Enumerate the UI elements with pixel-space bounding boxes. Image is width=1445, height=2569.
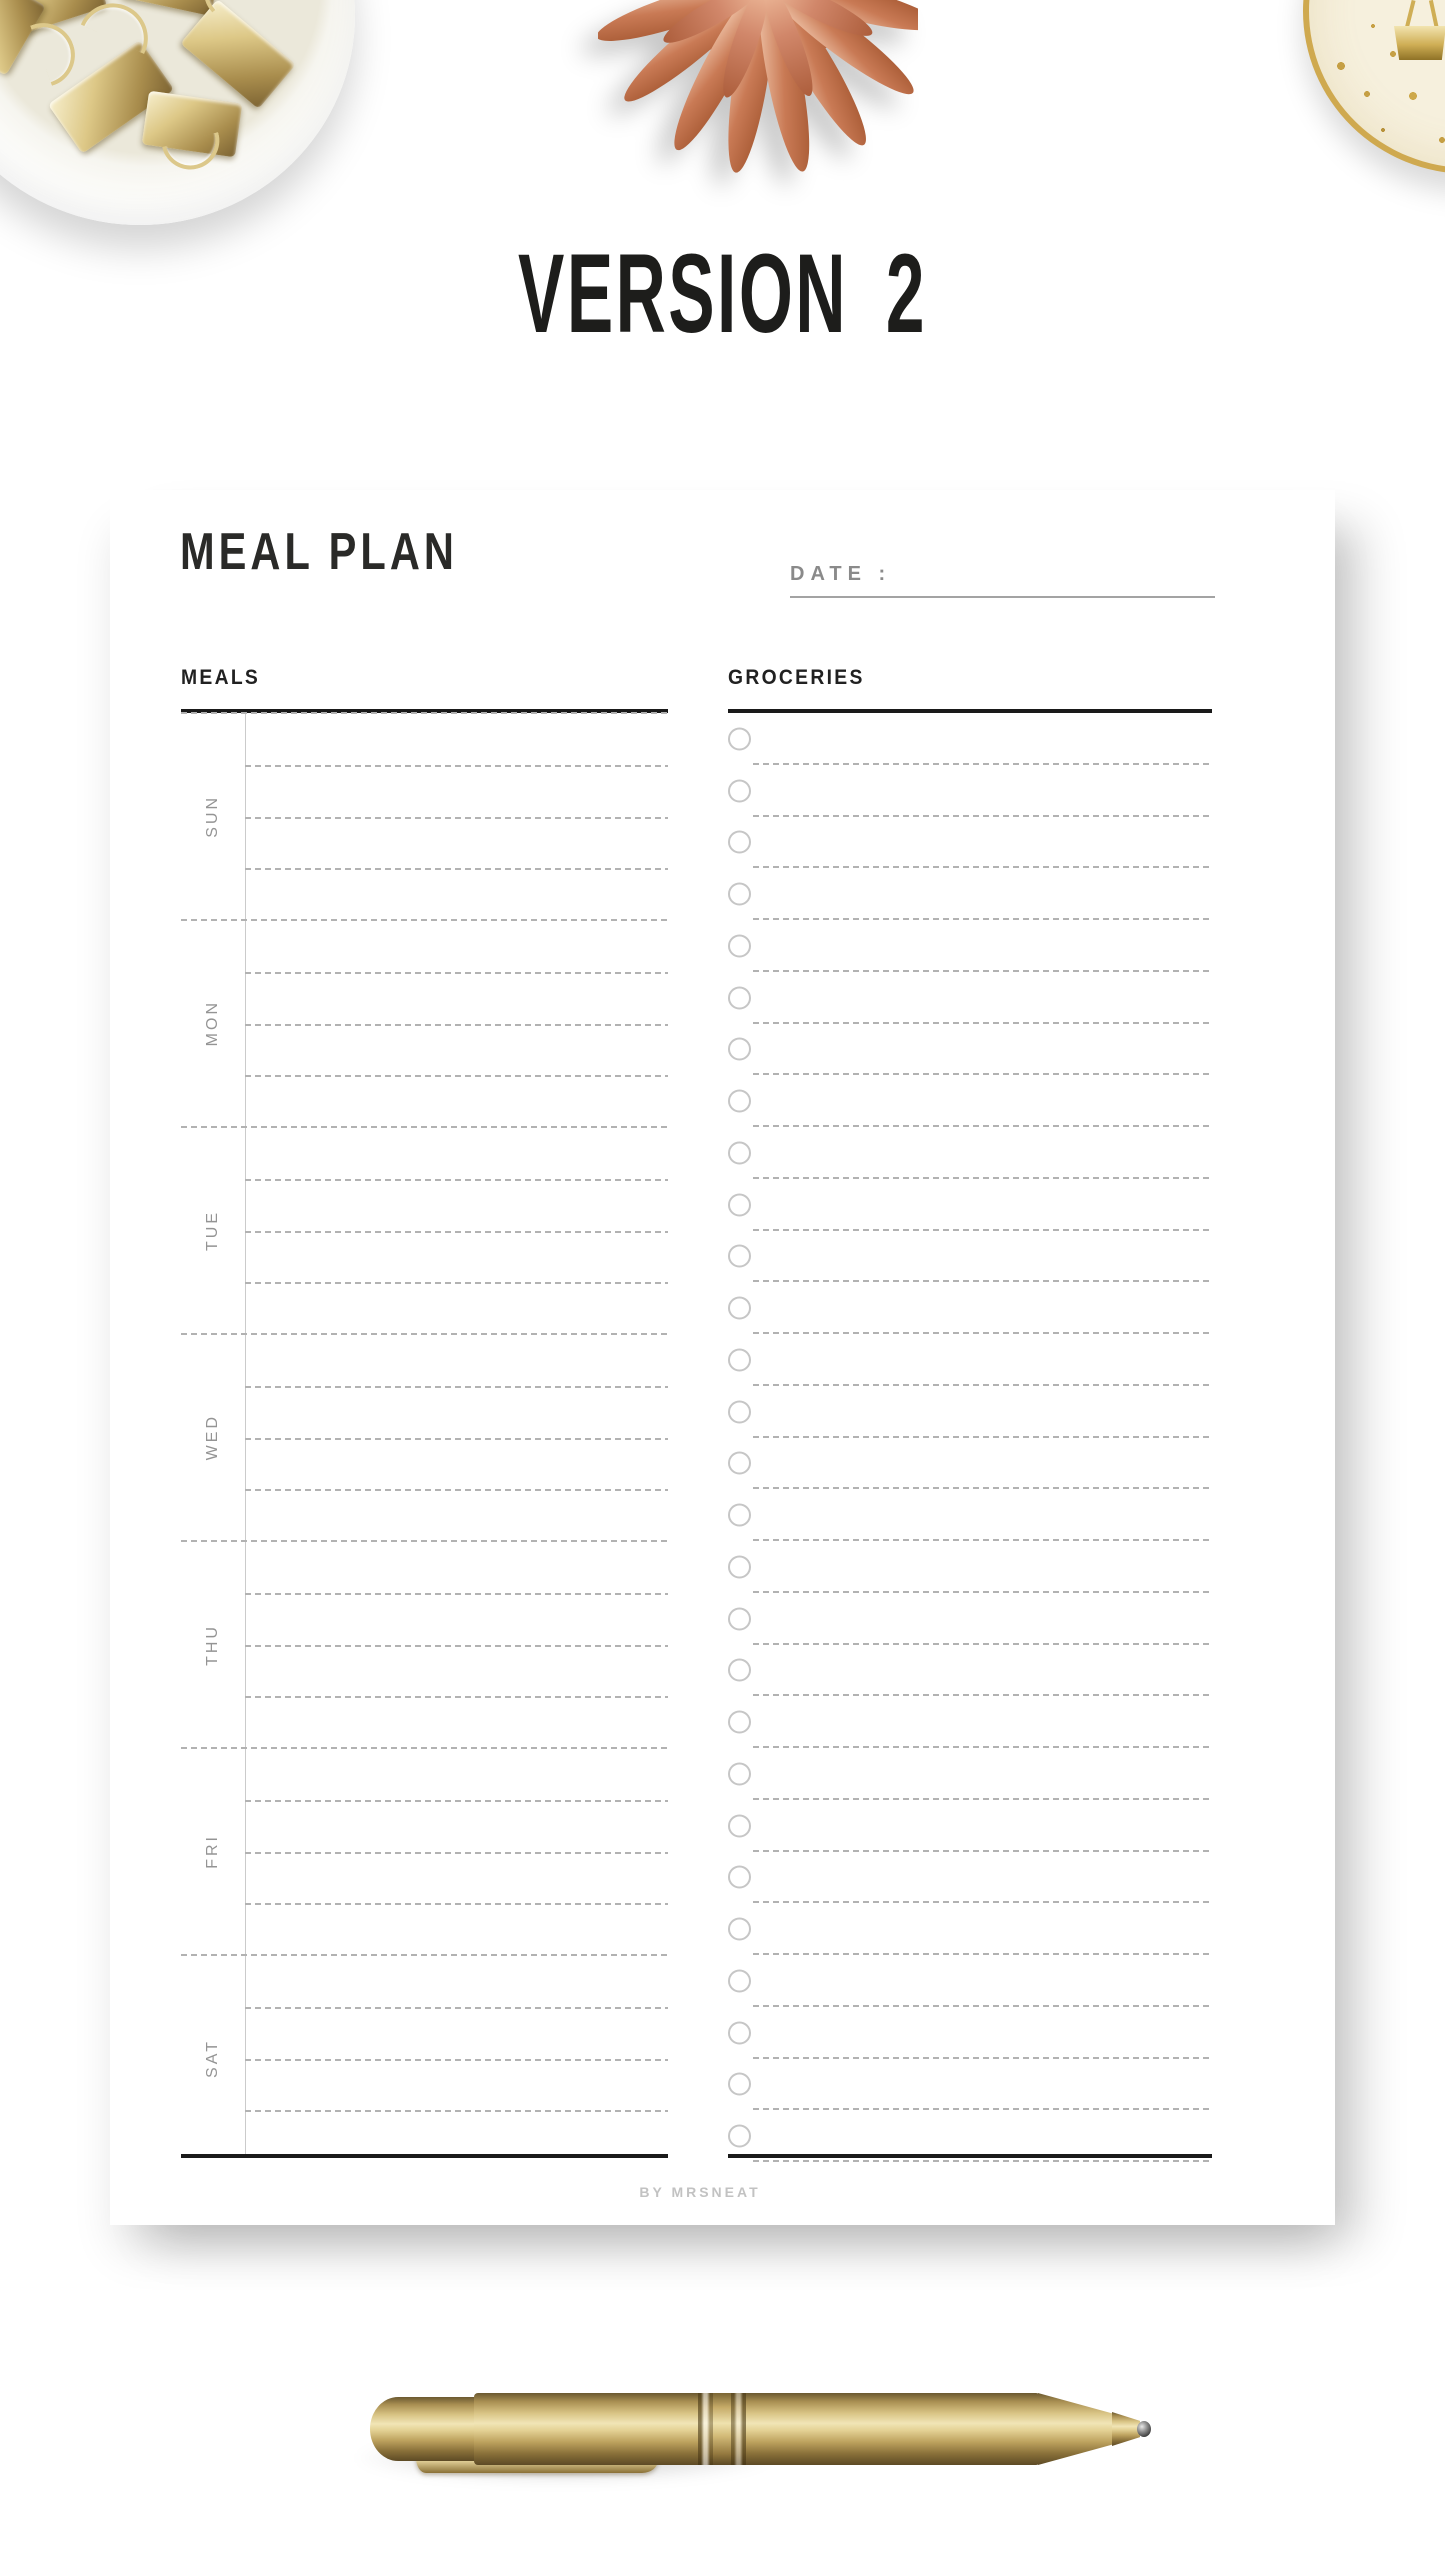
meal-entry-line[interactable]: [245, 1593, 668, 1595]
grocery-checkbox[interactable]: [728, 727, 751, 750]
meal-entry-line[interactable]: [245, 765, 668, 767]
meal-entry-line[interactable]: [245, 1179, 668, 1181]
pen-barrel: [474, 2393, 1040, 2465]
binder-clip: [1394, 26, 1445, 60]
pen-nose-cone: [1038, 2393, 1114, 2465]
grocery-row: [728, 713, 1212, 765]
meal-entry-line[interactable]: [245, 1282, 668, 1284]
meal-entry-line[interactable]: [245, 1645, 668, 1647]
binder-clip-handle: [30, 14, 84, 86]
day-divider-line: [181, 712, 668, 714]
planner-page: [110, 490, 1335, 2225]
day-divider-line: [181, 1126, 668, 1128]
grocery-row: [728, 1334, 1212, 1386]
meal-entry-line[interactable]: [245, 1438, 668, 1440]
meal-entry-line[interactable]: [245, 817, 668, 819]
grocery-row: [728, 1696, 1212, 1748]
day-label-fri: [181, 1748, 245, 1955]
grocery-row: [728, 1748, 1212, 1800]
day-divider-line: [181, 919, 668, 921]
day-label-text: SAT: [204, 2039, 221, 2078]
day-label-text: THU: [204, 1623, 221, 1666]
grocery-row: [728, 972, 1212, 1024]
grocery-checkbox[interactable]: [728, 1969, 751, 1992]
grocery-checkbox[interactable]: [728, 2021, 751, 2044]
groceries-table: [728, 709, 1212, 2158]
day-block-wed: [181, 1334, 668, 1541]
grocery-entry-line[interactable]: [753, 2160, 1212, 2162]
grocery-row: [728, 1386, 1212, 1438]
clips-bowl-photo: [0, 0, 355, 225]
grocery-row: [728, 1593, 1212, 1645]
grocery-checkbox[interactable]: [728, 1348, 751, 1371]
grocery-checkbox[interactable]: [728, 1866, 751, 1889]
grocery-row: [728, 1489, 1212, 1541]
day-divider-line: [181, 1747, 668, 1749]
brand-credit: BY MRSNEAT: [639, 2184, 761, 2200]
gold-pen-photo: [370, 2388, 1150, 2488]
meal-entry-line[interactable]: [245, 972, 668, 974]
binder-clips-cluster: [0, 0, 341, 211]
grocery-checkbox[interactable]: [728, 831, 751, 854]
day-label-text: FRI: [204, 1834, 221, 1869]
grocery-row: [728, 2007, 1212, 2059]
meal-entry-line[interactable]: [245, 2110, 668, 2112]
grocery-row: [728, 868, 1212, 920]
meals-table: [181, 709, 668, 2158]
meal-entry-line[interactable]: [245, 868, 668, 870]
day-label-sun: [181, 713, 245, 920]
meals-column: [181, 666, 668, 2158]
grocery-row: [728, 2059, 1212, 2111]
day-block-thu: [181, 1541, 668, 1748]
meal-entry-line[interactable]: [245, 2007, 668, 2009]
day-block-sat: [181, 1955, 668, 2162]
grocery-row: [728, 1438, 1212, 1490]
meal-entry-line[interactable]: [245, 2059, 668, 2061]
grocery-checkbox[interactable]: [728, 2125, 751, 2148]
grocery-checkbox[interactable]: [728, 1555, 751, 1578]
grocery-checkbox[interactable]: [728, 883, 751, 906]
grocery-checkbox[interactable]: [728, 1090, 751, 1113]
grocery-row: [728, 765, 1212, 817]
day-label-text: TUE: [204, 1210, 221, 1251]
day-label-text: SUN: [204, 795, 221, 838]
version-banner-title: VERSION 2: [518, 231, 927, 356]
grocery-row: [728, 1282, 1212, 1334]
grocery-checkbox[interactable]: [728, 1711, 751, 1734]
pen-nose-taper: [1112, 2412, 1140, 2446]
meal-entry-line[interactable]: [245, 1696, 668, 1698]
day-label-sat: [181, 1955, 245, 2162]
grocery-checkbox[interactable]: [728, 1918, 751, 1941]
meal-entry-line[interactable]: [245, 1231, 668, 1233]
day-block-fri: [181, 1748, 668, 1955]
day-label-tue: [181, 1127, 245, 1334]
day-block-tue: [181, 1127, 668, 1334]
day-label-text: WED: [204, 1414, 221, 1461]
meal-entry-line[interactable]: [245, 1024, 668, 1026]
meal-entry-line[interactable]: [245, 1852, 668, 1854]
grocery-checkbox[interactable]: [728, 1452, 751, 1475]
pen-cap-end: [370, 2397, 490, 2461]
grocery-checkbox[interactable]: [728, 1607, 751, 1630]
grocery-checkbox[interactable]: [728, 1141, 751, 1164]
grocery-row: [728, 817, 1212, 869]
day-block-sun: [181, 713, 668, 920]
grocery-row: [728, 920, 1212, 972]
grocery-row: [728, 1075, 1212, 1127]
grocery-checkbox[interactable]: [728, 1659, 751, 1682]
date-label: DATE :: [790, 563, 892, 585]
grocery-row: [728, 1852, 1212, 1904]
date-field[interactable]: [790, 558, 1215, 598]
grocery-checkbox[interactable]: [728, 1400, 751, 1423]
rose-gold-leaf-photo: [598, 0, 918, 178]
binder-clip-handle: [81, 0, 160, 54]
grocery-row: [728, 1231, 1212, 1283]
meal-entry-line[interactable]: [245, 1903, 668, 1905]
grocery-row: [728, 1903, 1212, 1955]
grocery-row: [728, 1645, 1212, 1697]
grocery-checkbox[interactable]: [728, 1297, 751, 1320]
day-label-wed: [181, 1334, 245, 1541]
grocery-checkbox[interactable]: [728, 1504, 751, 1527]
meals-header: MEALS: [181, 666, 261, 689]
grocery-checkbox[interactable]: [728, 986, 751, 1009]
grocery-row: [728, 1127, 1212, 1179]
grocery-checkbox[interactable]: [728, 1814, 751, 1837]
day-divider-line: [181, 1954, 668, 1956]
grocery-checkbox[interactable]: [728, 1193, 751, 1216]
grocery-row: [728, 1800, 1212, 1852]
grocery-checkbox[interactable]: [728, 1245, 751, 1268]
grocery-checkbox[interactable]: [728, 779, 751, 802]
grocery-checkbox[interactable]: [728, 1038, 751, 1061]
day-divider-line: [181, 1333, 668, 1335]
grocery-row: [728, 1955, 1212, 2007]
day-label-text: MON: [204, 1000, 221, 1047]
grocery-row: [728, 2110, 1212, 2162]
day-label-thu: [181, 1541, 245, 1748]
day-block-mon: [181, 920, 668, 1127]
grocery-row: [728, 1024, 1212, 1076]
groceries-header: GROCERIES: [728, 666, 865, 689]
pen-center-band: [698, 2393, 746, 2465]
date-input-line[interactable]: [905, 558, 1215, 580]
grocery-row: [728, 1179, 1212, 1231]
grocery-checkbox[interactable]: [728, 2073, 751, 2096]
pen-ballpoint-tip: [1137, 2421, 1151, 2437]
page-title: MEAL PLAN: [180, 523, 458, 581]
meal-entry-line[interactable]: [245, 1075, 668, 1077]
meal-entry-line[interactable]: [245, 1386, 668, 1388]
grocery-row: [728, 1541, 1212, 1593]
day-label-mon: [181, 920, 245, 1127]
grocery-checkbox[interactable]: [728, 1762, 751, 1785]
grocery-checkbox[interactable]: [728, 934, 751, 957]
day-divider-line: [181, 1540, 668, 1542]
meal-entry-line[interactable]: [245, 1800, 668, 1802]
groceries-column: [728, 666, 1212, 2158]
binder-clip: [180, 0, 295, 109]
meal-entry-line[interactable]: [245, 1489, 668, 1491]
